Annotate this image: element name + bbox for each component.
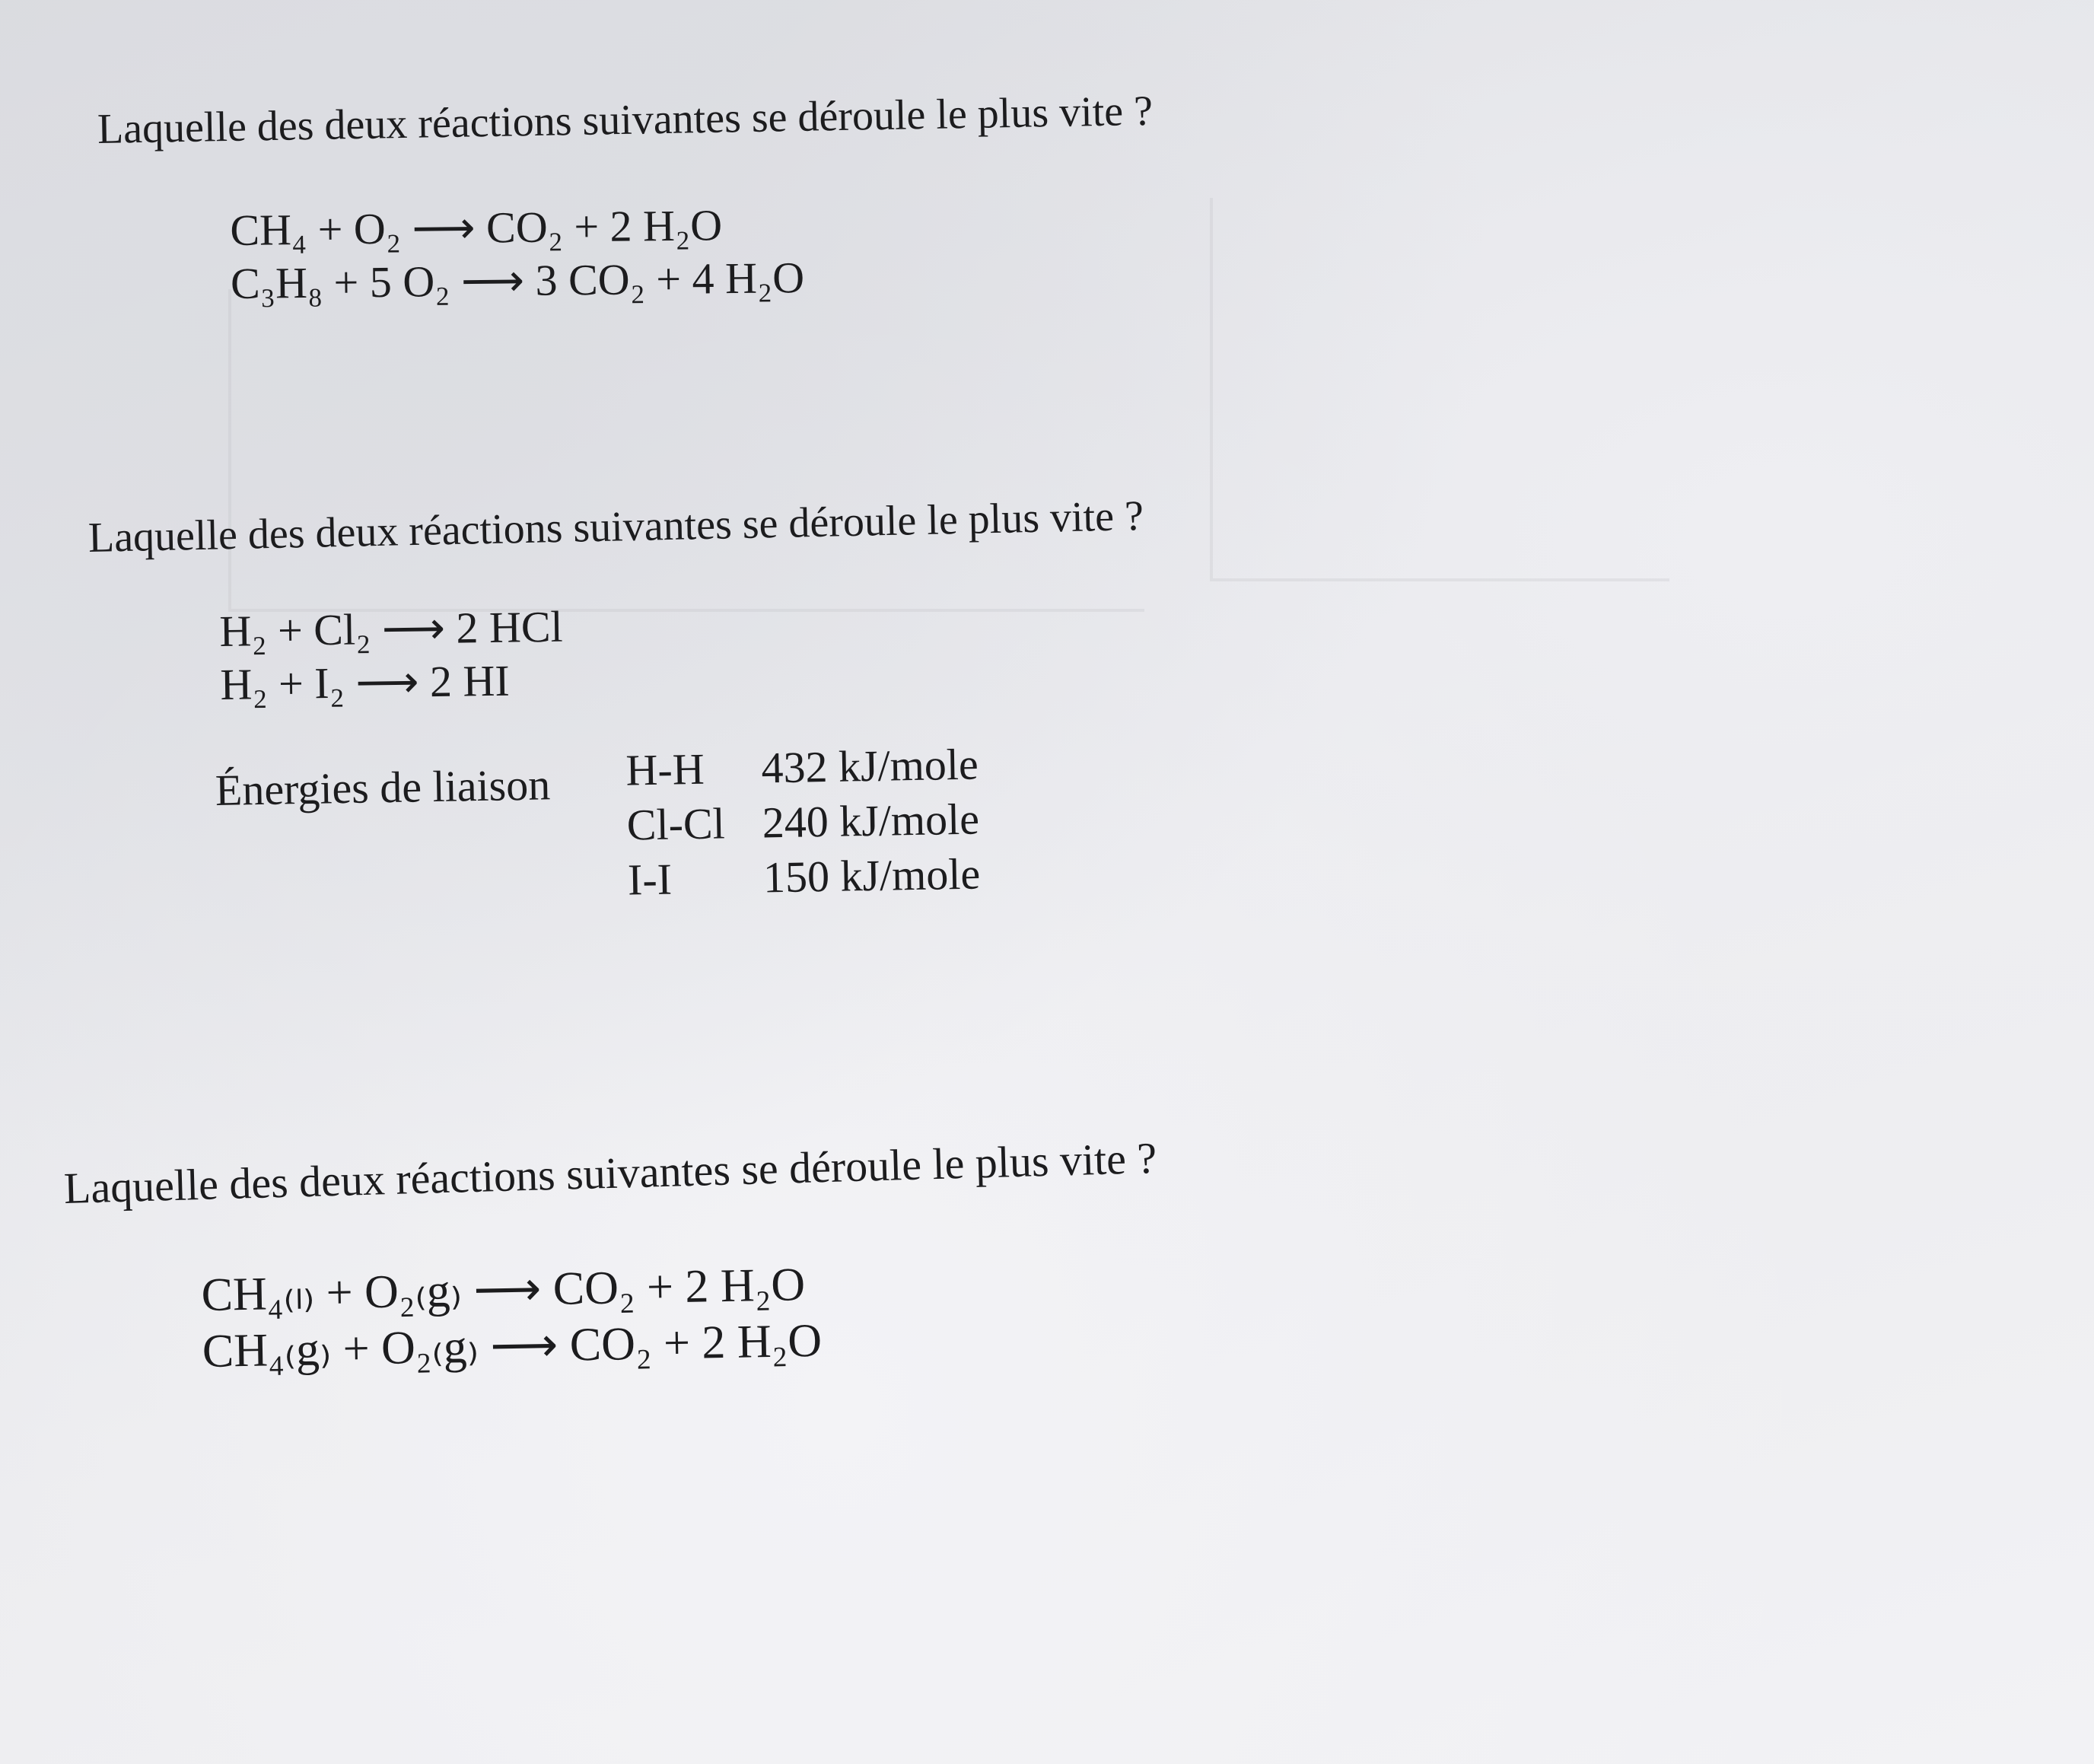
bond-energies-label: Énergies de liaison	[215, 759, 551, 815]
question-3-equations	[201, 1256, 823, 1380]
question-2-text: Laquelle des deux réactions suivantes se déroule le plus vite ?	[88, 492, 1144, 562]
bond-energy-value: 240 kJ/mole	[762, 793, 980, 847]
question-1-text: Laquelle des deux réactions suivantes se déroule le plus vite ?	[97, 87, 1154, 153]
bond-name: Cl-Cl	[626, 798, 726, 850]
question-2-equations	[219, 600, 564, 712]
question-1-equations	[230, 198, 804, 310]
equation-liquid-methane: CH₄₍ₗ₎ + O₂₍g₎ ⟶ CO₂ + 2 H₂O	[201, 1259, 806, 1321]
table-row	[627, 845, 980, 906]
bond-name: H-H	[625, 743, 705, 795]
equation-propane-combustion: C₃H₈ + 5 O₂ ⟶ 3 CO₂ + 4 H₂O	[230, 253, 805, 308]
bond-energies-table	[625, 736, 981, 906]
equation-gaseous-methane: CH₄₍g₎ + O₂₍g₎ ⟶ CO₂ + 2 H₂O	[202, 1314, 823, 1377]
equation-hydrogen-iodine: H₂ + I₂ ⟶ 2 HI	[220, 655, 511, 709]
table-row	[626, 791, 979, 852]
equation-methane-combustion: CH₄ + O₂ ⟶ CO₂ + 2 H₂O	[230, 200, 723, 255]
question-3-text: Laquelle des deux réactions suivantes se déroule le plus vite ?	[63, 1132, 1157, 1213]
bond-name: I-I	[627, 854, 673, 905]
bond-energy-value: 432 kJ/mole	[760, 738, 979, 792]
table-row	[625, 736, 979, 797]
bleed-through-frame	[228, 289, 1144, 612]
bleed-through-axes	[1210, 198, 1669, 581]
bond-energies	[215, 736, 1024, 925]
bond-energy-value: 150 kJ/mole	[762, 848, 981, 902]
equation-hydrogen-chlorine: H₂ + Cl₂ ⟶ 2 HCl	[219, 601, 564, 656]
